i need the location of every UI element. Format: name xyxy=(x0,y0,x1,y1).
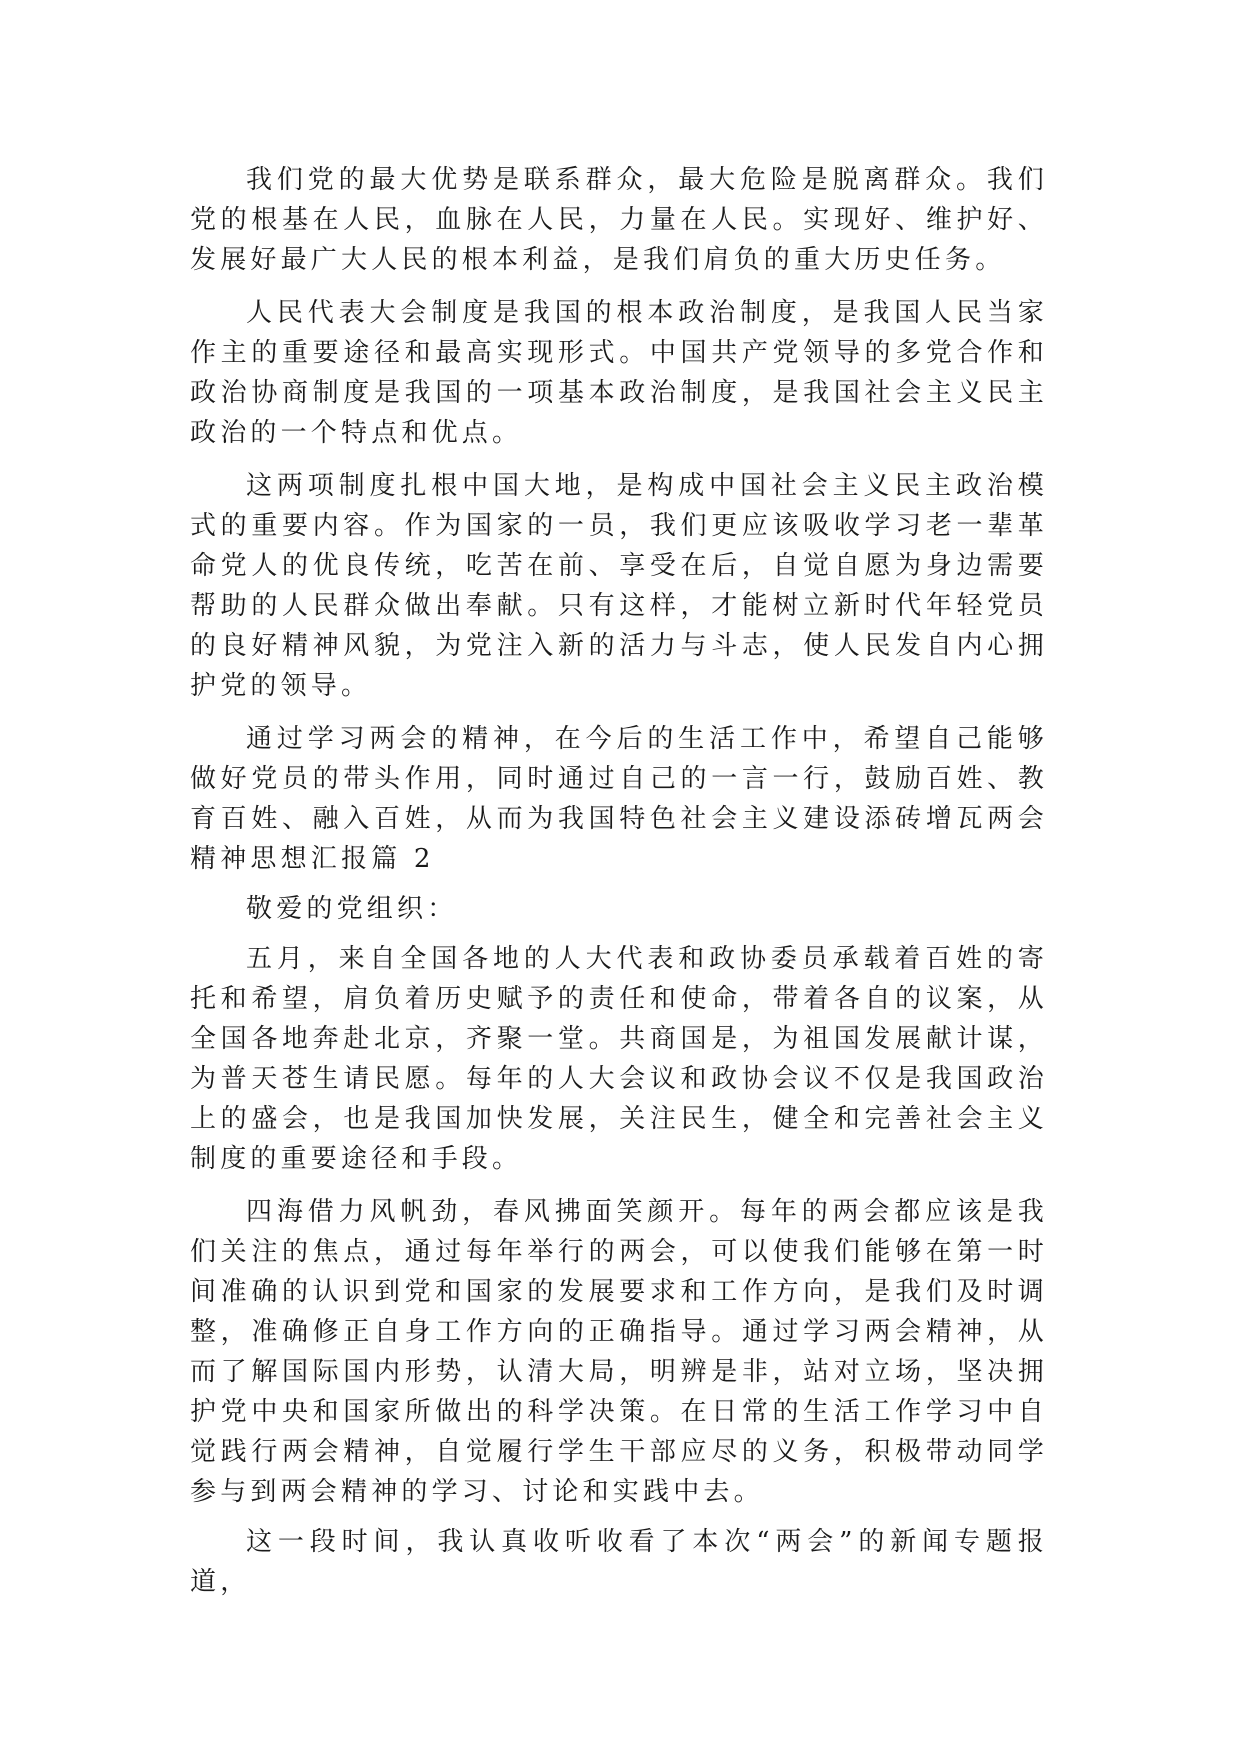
paragraph-2: 人民代表大会制度是我国的根本政治制度，是我国人民当家作主的重要途径和最高实现形式。中国共产党领导的多党合作和政治协商制度是我国的一项基本政治制度，是我国社会主义民主政治的一个特点和优点。 xyxy=(190,298,1048,448)
paragraph-7: 这一段时间，我认真收听收看了本次“两会”的新闻专题报道， xyxy=(190,1527,1048,1597)
paragraph-4: 通过学习两会的精神，在今后的生活工作中，希望自己能够做好党员的带头作用，同时通过自己的一言一行，鼓励百姓、教育百姓、融入百姓，从而为我国特色社会主义建设添砖增瓦两会精神思想汇报篇 2 xyxy=(190,724,1048,874)
paragraph-1: 我们党的最大优势是联系群众，最大危险是脱离群众。我们党的根基在人民，血脉在人民，力量在人民。实现好、维护好、发展好最广大人民的根本利益，是我们肩负的重大历史任务。 xyxy=(190,165,1048,275)
salutation: 敬爱的党组织： xyxy=(246,894,458,924)
document-page xyxy=(190,160,1048,1602)
paragraph-3: 这两项制度扎根中国大地，是构成中国社会主义民主政治模式的重要内容。作为国家的一员，我们更应该吸收学习老一辈革命党人的优良传统，吃苦在前、享受在后，自觉自愿为身边需要帮助的人民群众做出奉献。只有这样，才能树立新时代年轻党员的良好精神风貌，为党注入新的活力与斗志，使人民发自内心拥护党的领导。 xyxy=(190,471,1048,701)
paragraph-5: 五月，来自全国各地的人大代表和政协委员承载着百姓的寄托和希望，肩负着历史赋予的责任和使命，带着各自的议案，从全国各地奔赴北京，齐聚一堂。共商国是，为祖国发展献计谋，为普天苍生请民愿。每年的人大会议和政协会议不仅是我国政治上的盛会，也是我国加快发展，关注民生，健全和完善社会主义制度的重要途径和手段。 xyxy=(190,944,1048,1174)
paragraph-6: 四海借力风帆劲，春风拂面笑颜开。每年的两会都应该是我们关注的焦点，通过每年举行的两会，可以使我们能够在第一时间准确的认识到党和国家的发展要求和工作方向，是我们及时调整，准确修正自身工作方向的正确指导。通过学习两会精神，从而了解国际国内形势，认清大局，明辨是非，站对立场，坚决拥护党中央和国家所做出的科学决策。在日常的生活工作学习中自觉践行两会精神，自觉履行学生干部应尽的义务，积极带动同学参与到两会精神的学习、讨论和实践中去。 xyxy=(190,1197,1048,1507)
